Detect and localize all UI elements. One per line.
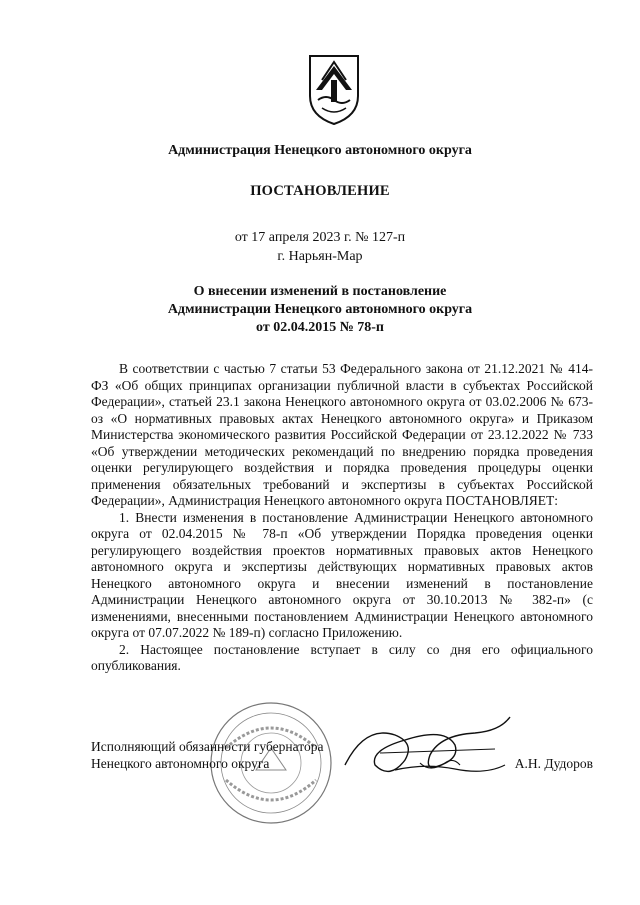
date-number: от 17 апреля 2023 г. № 127-п [234, 230, 406, 245]
title-line-1: О внесении изменений в постановление [193, 284, 447, 299]
organization-name: Администрация Ненецкого автономного округа [168, 143, 472, 158]
title-line-3: от 02.04.2015 № 78-п [256, 320, 384, 335]
handwritten-signature [335, 705, 520, 795]
coat-of-arms-icon [304, 50, 364, 128]
preamble-paragraph: В соответствии с частью 7 статьи 53 Федерального закона от 21.12.2021 № 414-ФЗ «Об общих принципах организации публичной власти в субъектах Российской Федерации», статьей 23.1 закона Ненецкого автономного округа от 03.02.2006 № 673-оз «О нормативных правовых актах Ненецкого автономного округа» и Приказом Министерства экономического развития Российской Федерации от 23.12.2022 № 733 «Об утверждении методических рекомендаций по внедрению порядка проведения оценки регулирующего воздействия и порядка проведения процедуры оценки применения обязательных требований и экспертизы в субъектах Российской Федерации», Администрация Ненецкого автономного округа ПОСТАНОВЛЯЕТ: [91, 361, 593, 508]
title-line-2: Администрации Ненецкого автономного округа [167, 302, 473, 317]
city: г. Нарьян-Мар [277, 249, 363, 264]
document-type: ПОСТАНОВЛЕНИЕ [250, 183, 390, 199]
signatory-position [91, 738, 323, 772]
signatory-name: А.Н. Дудоров [514, 756, 593, 771]
item-2-paragraph: 2. Настоящее постановление вступает в силу со дня его официального опубликования. [91, 641, 593, 673]
document-body [91, 361, 593, 675]
item-1-paragraph: 1. Внести изменения в постановление Администрации Ненецкого автономного округа от 02.04.2015 № 78-п «Об утверждении Порядка проведения оценки регулирующего воздействия проектов нормативных правовых актов Ненецкого автономного округа и экспертизы действующих нормативных правовых актов Ненецкого автономного округа и внесении изменений в постановление Администрации Ненецкого автономного округа от 30.10.2013 № 382-п» (с изменениями, внесенными постановлением Администрации Ненецкого автономного округа от 07.07.2022 № 189-п) согласно Приложению. [91, 509, 593, 640]
document-title [0, 283, 640, 337]
position-line-2: Ненецкого автономного округа [91, 756, 270, 771]
position-line-1: Исполняющий обязанности губернатора [91, 739, 324, 754]
